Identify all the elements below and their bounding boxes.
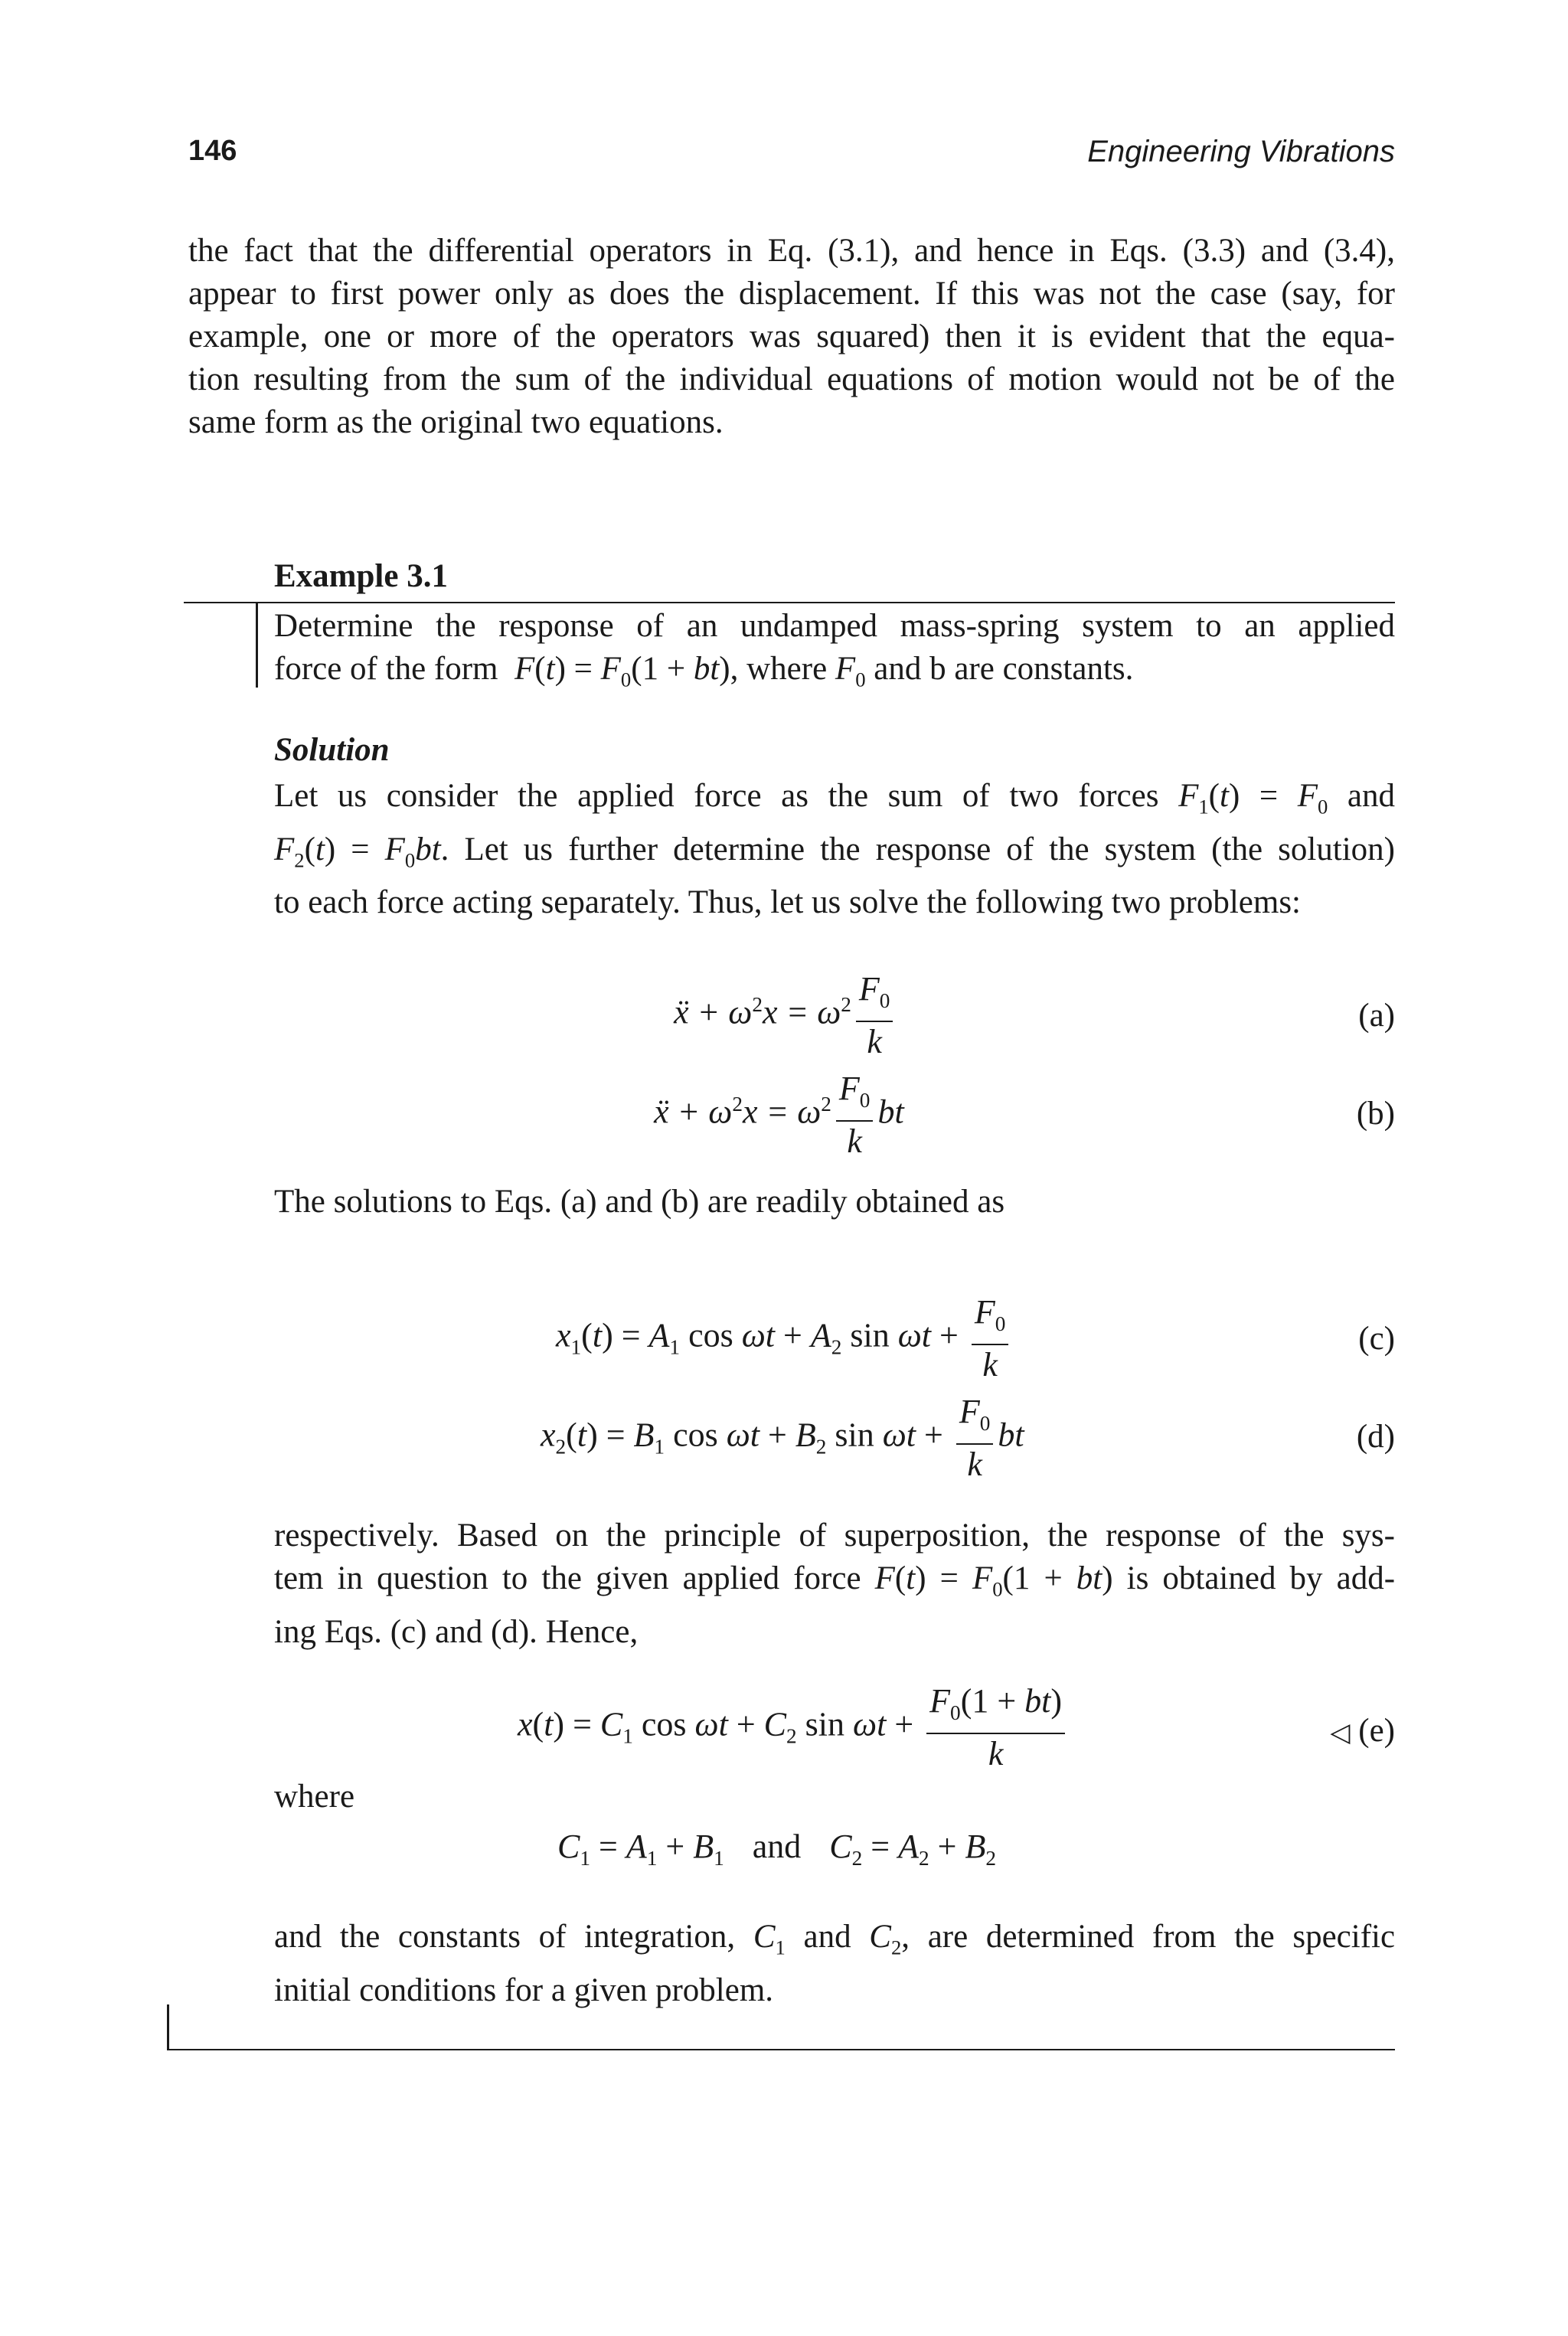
equation-c: $x_1(t) = A_1$ $\cos \omega t + A_2$ sin ωt + $\frac{F_0}{k}$ [556, 1292, 1013, 1385]
running-title: Engineering Vibrations [1087, 135, 1395, 168]
example-top-rule [184, 602, 1395, 603]
response-line: respectively. Based on the principle of superposition, the response of the sys- [274, 1518, 1395, 1554]
intro-line: example, one or more of the operators was squared) then it is evident that the equa- [188, 319, 1395, 354]
force-formula: F [506, 651, 535, 687]
example-bottom-left-bar [167, 2004, 169, 2050]
response-paragraph [274, 1514, 1395, 1654]
solution-line: to each force acting separately. Thus, let us solve the following two problems: [274, 884, 1301, 921]
equation-a-label: (a) [1358, 998, 1395, 1034]
statement-line: Determine the response of an undamped mass-spring system to an applied [274, 608, 1395, 644]
solution-line: $F_2(t) = F_0bt$. Let us further determine the response of the system (the solution) [274, 831, 1395, 872]
triangle-marker-icon: ◁ [1330, 1717, 1351, 1748]
example-left-bar [256, 603, 258, 688]
equation-e-label: ◁ (e) [1330, 1713, 1395, 1749]
solution-title: Solution [274, 732, 390, 768]
example-statement [274, 605, 1395, 701]
equation-e: $x(t) = C_1$ $\cos \omega t + C_2$ sin ωt + $\frac{F_0(1 + bt)}{k}$ [518, 1681, 1070, 1774]
intro-line: appear to first power only as does the displacement. If this was not the case (say, for [188, 276, 1395, 312]
solutions-intro: The solutions to Eqs. (a) and (b) are readily obtained as [274, 1184, 1005, 1220]
statement-line: force of the form $F(t) = F_0(1 + bt)$, where $F_0$ and b are constants. [274, 651, 1134, 691]
intro-paragraph [188, 230, 1395, 444]
constants-equation: $C_1 = A_1 + B_1$ and $C_2 = A_2 + B_2$ [557, 1828, 996, 1870]
example-bottom-rule [167, 2049, 1395, 2050]
solution-line: Let us consider the applied force as the sum of two forces $F_1(t) = F_0$ and [274, 778, 1395, 818]
intro-line: the fact that the differential operators in Eq. (3.1), and hence in Eqs. (3.3) and (3.4), [188, 233, 1395, 269]
page-number: 146 [188, 135, 237, 167]
intro-line: tion resulting from the sum of the individual equations of motion would not be of the [188, 361, 1395, 397]
solution-paragraph [274, 775, 1395, 924]
equation-b-label: (b) [1356, 1096, 1395, 1132]
final-line: and the constants of integration, $C_1$ and $C_2$, are determined from the specific [274, 1919, 1396, 1959]
equation-d: $x_2(t) = B_1$ $\cos \omega t + B_2$ sin ωt + $\frac{F_0}{k}$ bt [541, 1393, 1024, 1483]
intro-line: same form as the original two equations. [188, 404, 724, 440]
response-line: tem in question to the given applied force $F(t) = F_0(1 + bt)$ is obtained by add- [274, 1560, 1396, 1601]
equation-c-label: (c) [1358, 1321, 1395, 1357]
where-label: where [274, 1779, 355, 1815]
equation-a: ẍ + $\omega^2x = \omega^2$ $\frac{F_0}{k}$ [674, 969, 897, 1062]
example-title: Example 3.1 [274, 558, 448, 594]
final-paragraph [274, 1916, 1395, 2012]
response-line: ing Eqs. (c) and (d). Hence, [274, 1613, 639, 1650]
equation-b: ẍ + $\omega^2x = \omega^2$ $\frac{F_0}{k}$ bt [654, 1070, 904, 1160]
equation-d-label: (d) [1356, 1419, 1395, 1455]
final-line: initial conditions for a given problem. [274, 1972, 774, 2008]
